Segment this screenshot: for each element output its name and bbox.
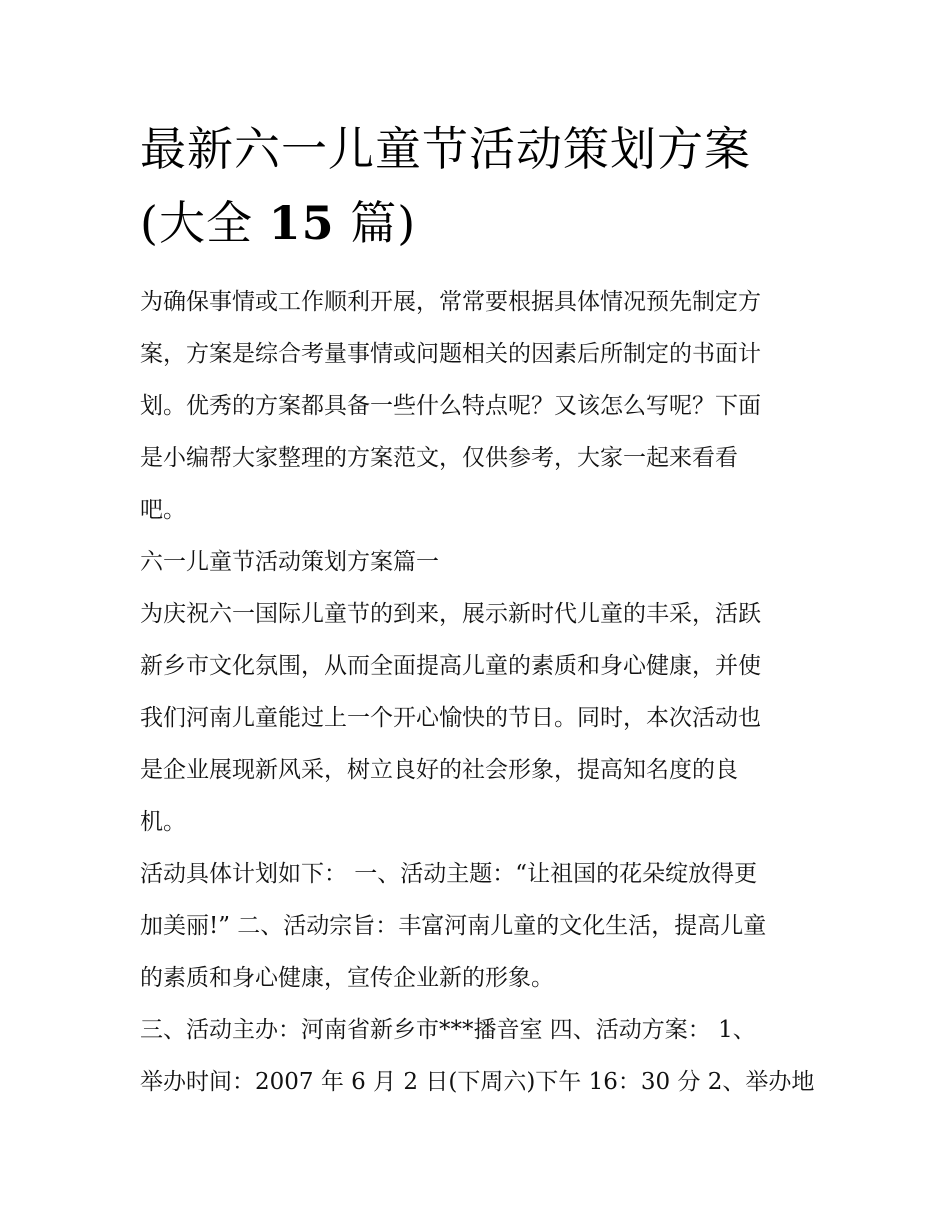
title-line-2-number: 15 <box>268 196 335 250</box>
intro-paragraph <box>140 276 830 536</box>
text-line: 加美丽!” 二、活动宗旨：丰富河南儿童的文化生活，提高儿童 <box>140 913 767 939</box>
text-line: 吧。 <box>140 497 186 523</box>
text-line: 的素质和身心健康，宣传企业新的形象。 <box>140 965 554 991</box>
title-line-1: 最新六一儿童节活动策划方案 <box>140 122 751 176</box>
text-line: 活动具体计划如下： 一、活动主题：“让祖国的花朵绽放得更 <box>140 861 758 887</box>
text-line: 为庆祝六一国际儿童节的到来，展示新时代儿童的丰采，活跃 <box>140 601 761 627</box>
document-content <box>140 112 830 1108</box>
body-paragraph-2 <box>140 848 830 1004</box>
text-line: 三、活动主办：河南省新乡市***播音室 四、活动方案： 1、 <box>140 1017 756 1043</box>
body-paragraph-1 <box>140 588 830 848</box>
text-line: 新乡市文化氛围，从而全面提高儿童的素质和身心健康，并使 <box>140 653 761 679</box>
text-line: 为确保事情或工作顺利开展，常常要根据具体情况预先制定方 <box>140 289 761 315</box>
text-line: 是企业展现新风采，树立良好的社会形象，提高知名度的良 <box>140 757 738 783</box>
text-line: 是小编帮大家整理的方案范文，仅供参考，大家一起来看看 <box>140 445 738 471</box>
section-heading: 六一儿童节活动策划方案篇一 <box>140 549 439 575</box>
text-line: 举办时间：2007 年 6 月 2 日(下周六)下午 16：30 分 2、举办地 <box>140 1069 815 1095</box>
title-line-2-prefix: (大全 <box>140 196 269 250</box>
document-title <box>140 112 830 260</box>
text-line: 划。优秀的方案都具备一些什么特点呢？又该怎么写呢？下面 <box>140 393 761 419</box>
body-paragraph-3 <box>140 1004 830 1108</box>
text-line: 我们河南儿童能过上一个开心愉快的节日。同时，本次活动也 <box>140 705 761 731</box>
title-line-2-suffix: 篇) <box>334 196 417 250</box>
text-line: 机。 <box>140 809 186 835</box>
text-line: 案，方案是综合考量事情或问题相关的因素后所制定的书面计 <box>140 341 761 367</box>
